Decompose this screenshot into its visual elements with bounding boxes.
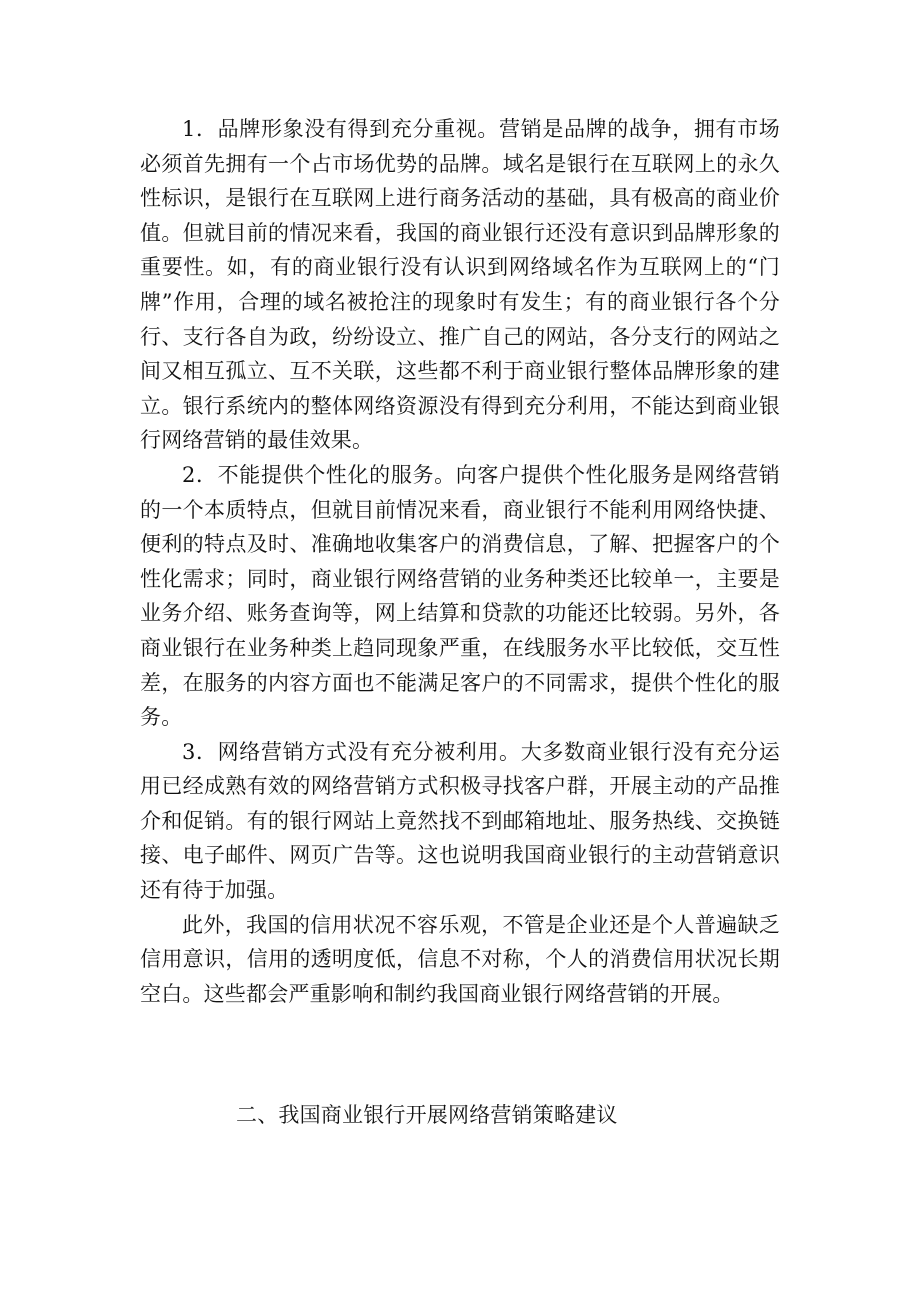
section-heading: 二、我国商业银行开展网络营销策略建议 bbox=[236, 1103, 618, 1127]
paragraph-credit-situation: 此外，我国的信用状况不容乐观，不管是企业还是个人普遍缺乏信用意识，信用的透明度低，信息不对称，个人的消费信用状况长期空白。这些都会严重影响和制约我国商业银行网络营销的开展。 bbox=[140, 912, 780, 1006]
document-body bbox=[140, 112, 780, 1011]
paragraph-personalized-service: 2．不能提供个性化的服务。向客户提供个性化服务是网络营销的一个本质特点，但就目前情况来看，商业银行不能利用网络快捷、便利的特点及时、准确地收集客户的消费信息，了解、把握客户的个性化需求；同时，商业银行网络营销的业务种类还比较单一，主要是业务介绍、账务查询等，网上结算和贷款的功能还比较弱。另外，各商业银行在业务种类上趋同现象严重，在线服务水平比较低，交互性差，在服务的内容方面也不能满足客户的不同需求，提供个性化的服务。 bbox=[140, 462, 780, 730]
paragraph-brand-image: 1．品牌形象没有得到充分重视。营销是品牌的战争，拥有市场必须首先拥有一个占市场优势的品牌。域名是银行在互联网上的永久性标识，是银行在互联网上进行商务活动的基础，具有极高的商业价值。但就目前的情况来看，我国的商业银行还没有意识到品牌形象的重要性。如，有的商业银行没有认识到网络域名作为互联网上的“门牌”作用，合理的域名被抢注的现象时有发生；有的商业银行各个分行、支行各自为政，纷纷设立、推广自己的网站，各分支行的网站之间又相互孤立、互不关联，这些都不利于商业银行整体品牌形象的建立。银行系统内的整体网络资源没有得到充分利用，不能达到商业银行网络营销的最佳效果。 bbox=[140, 117, 780, 453]
paragraph-marketing-methods: 3．网络营销方式没有充分被利用。大多数商业银行没有充分运用已经成熟有效的网络营销方式积极寻找客户群，开展主动的产品推介和促销。有的银行网站上竟然找不到邮箱地址、服务热线、交换链接、电子邮件、网页广告等。这也说明我国商业银行的主动营销意识还有待于加强。 bbox=[140, 739, 780, 903]
